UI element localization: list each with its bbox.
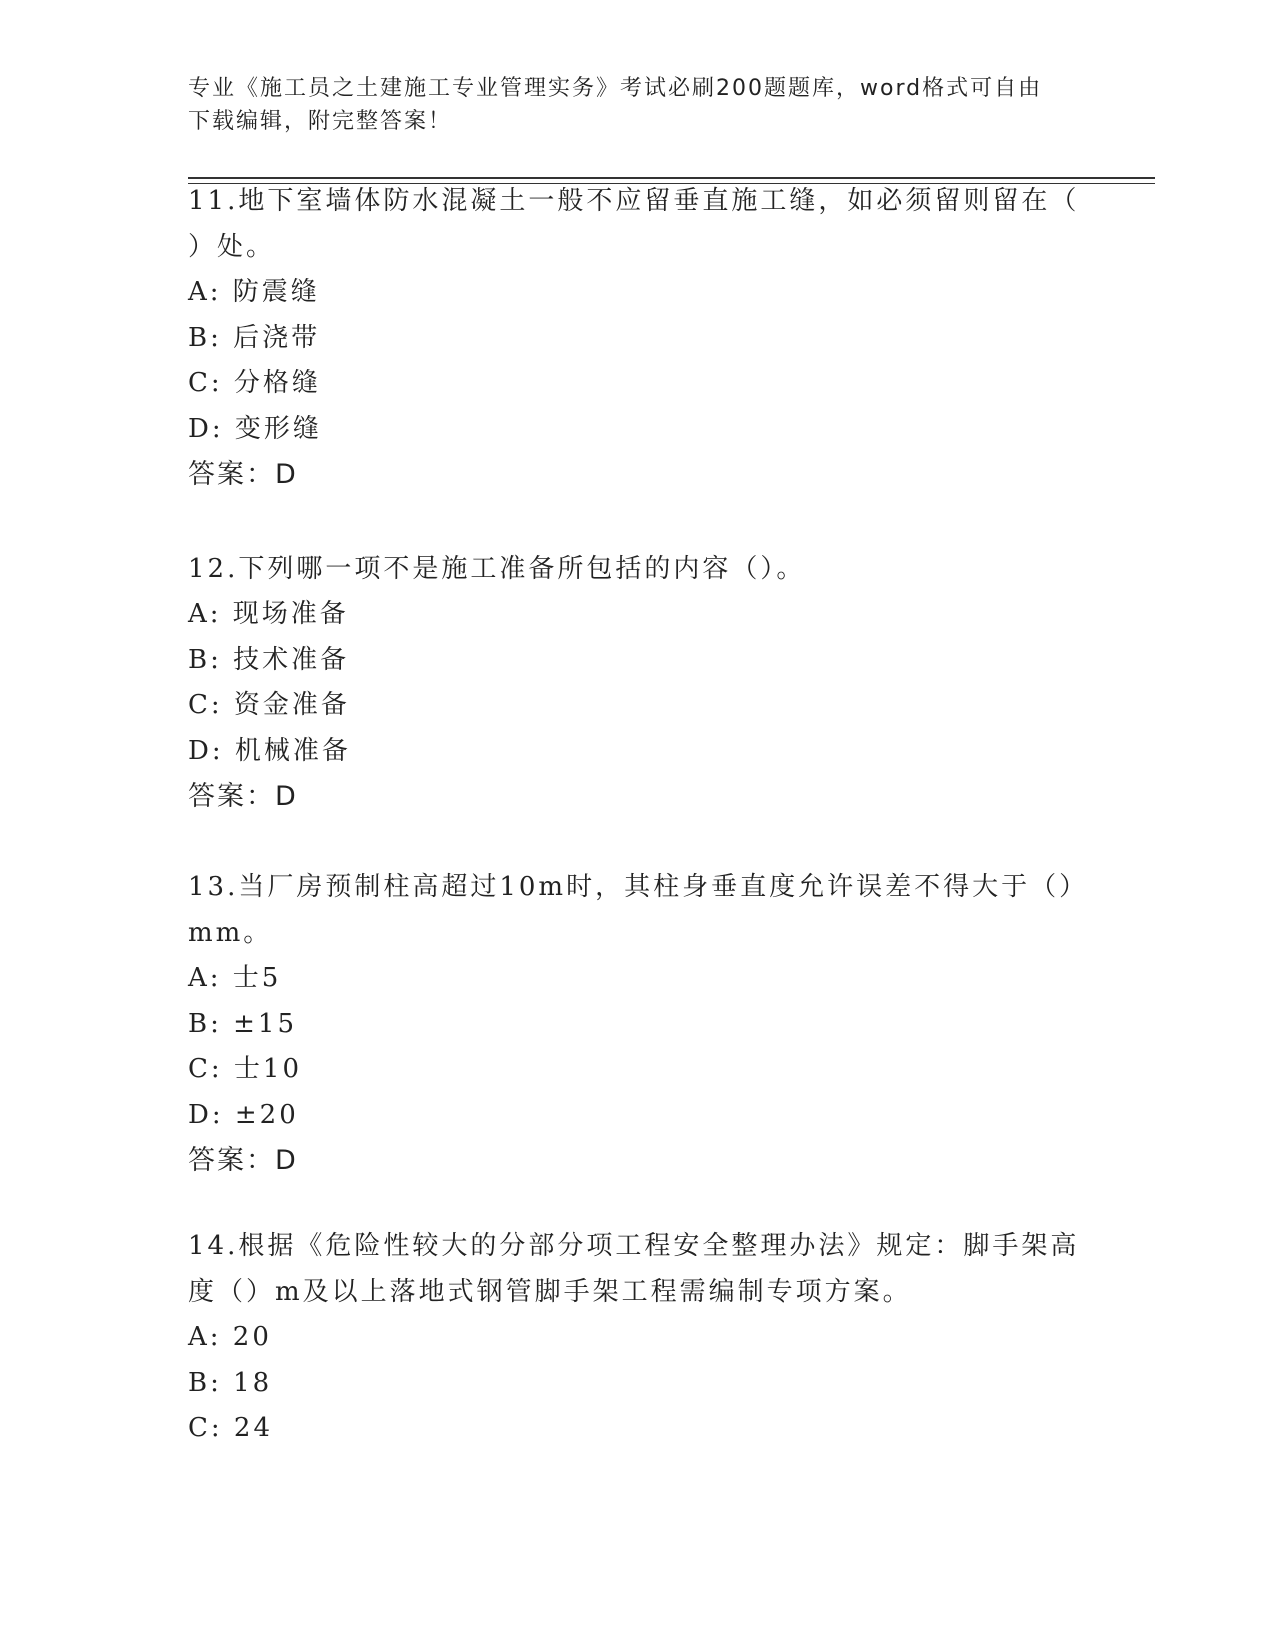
- question-stem: 13.当厂房预制柱高超过10m时，其柱身垂直度允许误差不得大于（）: [188, 872, 1089, 902]
- question-13: [188, 864, 1088, 1184]
- question-14: [188, 1223, 1088, 1452]
- option-a: A: 防震缝: [188, 277, 320, 307]
- option-c: C: 分格缝: [188, 368, 321, 398]
- header-line-2: 下载编辑，附完整答案！: [188, 109, 453, 134]
- question-stem: 12.下列哪一项不是施工准备所包括的内容（）。: [188, 554, 806, 584]
- header-line-1: 专业《施工员之土建施工专业管理实务》考试必刷200题题库，word格式可自由: [188, 76, 1043, 101]
- question-11: [188, 178, 1088, 498]
- answer-line: 答案：D: [188, 1145, 298, 1176]
- option-a: A: 士5: [188, 963, 282, 993]
- question-12: [188, 546, 1088, 820]
- answer-line: 答案：D: [188, 459, 298, 490]
- option-c: C: 资金准备: [188, 690, 350, 720]
- option-c: C: 24: [188, 1413, 274, 1443]
- option-d: D: 变形缝: [188, 413, 322, 444]
- option-a: A: 现场准备: [188, 599, 349, 629]
- option-b: B: ±15: [188, 1008, 297, 1039]
- option-b: B: 后浇带: [188, 322, 321, 353]
- option-c: C: 士10: [188, 1054, 303, 1084]
- question-stem-continued: ）处。: [188, 232, 276, 262]
- option-d: D: 机械准备: [188, 735, 351, 766]
- option-b: B: 技术准备: [188, 644, 350, 675]
- option-a: A: 20: [188, 1322, 272, 1352]
- document-header: [188, 72, 1088, 138]
- answer-line: 答案：D: [188, 781, 298, 812]
- option-d: D: ±20: [188, 1099, 299, 1130]
- question-stem: 14.根据《危险性较大的分部分项工程安全整理办法》规定：脚手架高: [188, 1231, 1080, 1261]
- question-stem: 11.地下室墙体防水混凝土一般不应留垂直施工缝，如必须留则留在（: [188, 186, 1080, 216]
- question-stem-continued: 度（）m及以上落地式钢管脚手架工程需编制专项方案。: [188, 1277, 912, 1307]
- option-b: B: 18: [188, 1367, 273, 1398]
- question-stem-continued: mm。: [188, 918, 273, 948]
